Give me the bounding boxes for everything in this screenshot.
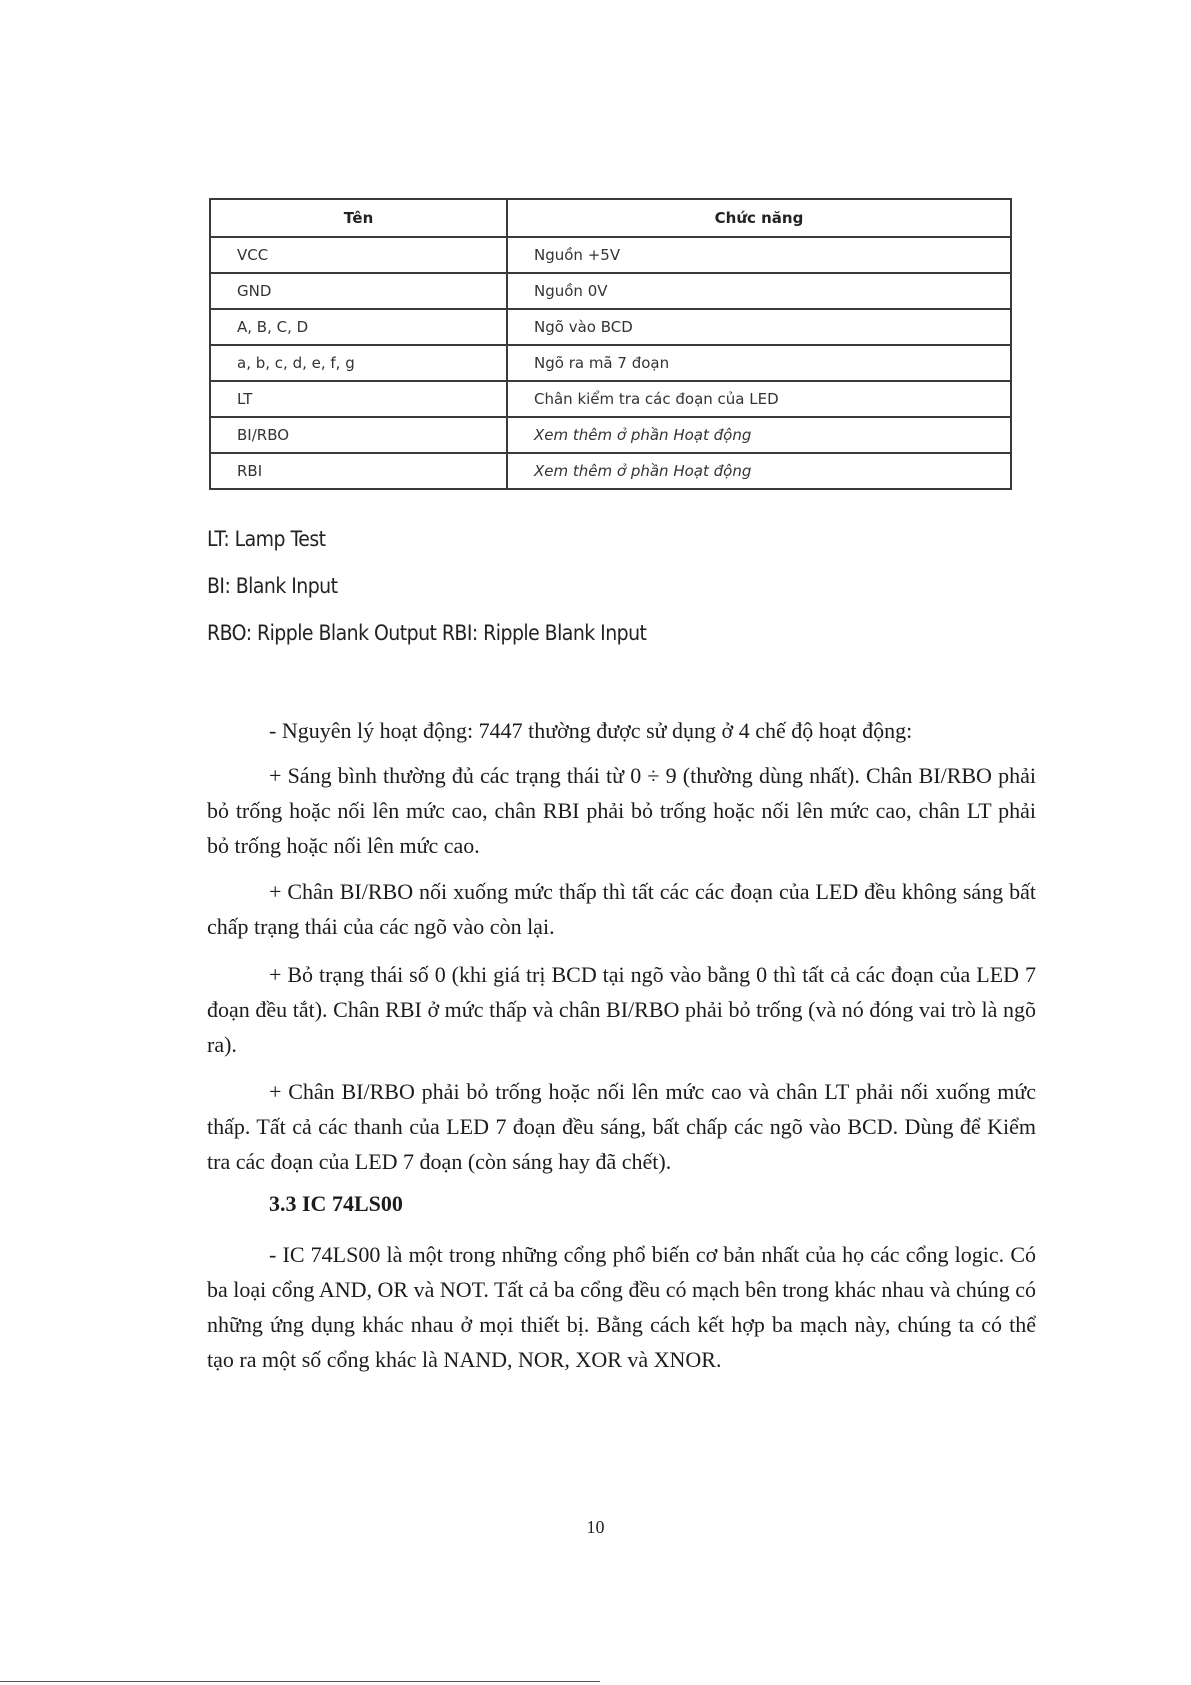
table-row xyxy=(210,381,1011,417)
pin-name: A, B, C, D xyxy=(210,309,507,345)
table-row xyxy=(210,309,1011,345)
page-number: 10 xyxy=(586,1517,605,1537)
pin-function-table xyxy=(209,198,1012,490)
table-row xyxy=(210,417,1011,453)
table-row xyxy=(210,345,1011,381)
paragraph-principle: - Nguyên lý hoạt động: 7447 thường được sử dụng ở 4 chế độ hoạt động: xyxy=(269,718,913,743)
pin-name: BI/RBO xyxy=(210,417,507,453)
table-row xyxy=(210,273,1011,309)
pin-function: Xem thêm ở phần Hoạt động xyxy=(507,417,1011,453)
pin-function: Chân kiểm tra các đoạn của LED xyxy=(507,381,1011,417)
paragraph-ic-74ls00: - IC 74LS00 là một trong những cổng phổ biến cơ bản nhất của họ các cổng logic. Có ba loại cổng AND, OR và NOT. Tất cả ba cổng đều có mạch bên trong khác nhau và chúng có những ứng dụng khác nhau ở mọi thiết bị. Bằng cách kết hợp ba mạch này, chúng ta có thể tạo ra một số cổng khác là NAND, NOR, XOR và XNOR. xyxy=(207,1242,1036,1372)
paragraph-mode-2: + Chân BI/RBO nối xuống mức thấp thì tất các các đoạn của LED đều không sáng bất chấp trạng thái của các ngõ vào còn lại. xyxy=(207,879,1036,939)
paragraph-mode-1: + Sáng bình thường đủ các trạng thái từ 0 ÷ 9 (thường dùng nhất). Chân BI/RBO phải bỏ trống hoặc nối lên mức cao, chân RBI phải bỏ trống hoặc nối lên mức cao, chân LT phải bỏ trống hoặc nối lên mức cao. xyxy=(207,763,1036,858)
abbreviation-lt: LT: Lamp Test xyxy=(207,527,326,551)
pin-function: Nguồn 0V xyxy=(507,273,1011,309)
table-row xyxy=(210,237,1011,273)
footer-rule xyxy=(0,1681,600,1682)
paragraph-mode-4: + Chân BI/RBO phải bỏ trống hoặc nối lên mức cao và chân LT phải nối xuống mức thấp. Tất cả các thanh của LED 7 đoạn đều sáng, bất chấp các ngõ vào BCD. Dùng để Kiểm tra các đoạn của LED 7 đoạn (còn sáng hay đã chết). xyxy=(207,1079,1036,1174)
column-header-name: Tên xyxy=(210,199,507,237)
table-row xyxy=(210,453,1011,489)
pin-name: GND xyxy=(210,273,507,309)
column-header-function: Chức năng xyxy=(507,199,1011,237)
pin-name: RBI xyxy=(210,453,507,489)
pin-function: Ngõ vào BCD xyxy=(507,309,1011,345)
pin-name: a, b, c, d, e, f, g xyxy=(210,345,507,381)
pin-function: Ngõ ra mã 7 đoạn xyxy=(507,345,1011,381)
paragraph-mode-3: + Bỏ trạng thái số 0 (khi giá trị BCD tại ngõ vào bằng 0 thì tất cả các đoạn của LED 7 đoạn đều tắt). Chân RBI ở mức thấp và chân BI/RBO phải bỏ trống (và nó đóng vai trò là ngõ ra). xyxy=(207,962,1036,1057)
table-header-row xyxy=(210,199,1011,237)
abbreviation-rbo-rbi: RBO: Ripple Blank Output RBI: Ripple Blank Input xyxy=(207,621,647,645)
abbreviation-bi: BI: Blank Input xyxy=(207,574,338,598)
section-heading: 3.3 IC 74LS00 xyxy=(269,1191,403,1216)
pin-function: Xem thêm ở phần Hoạt động xyxy=(507,453,1011,489)
pin-function: Nguồn +5V xyxy=(507,237,1011,273)
pin-name: VCC xyxy=(210,237,507,273)
pin-name: LT xyxy=(210,381,507,417)
